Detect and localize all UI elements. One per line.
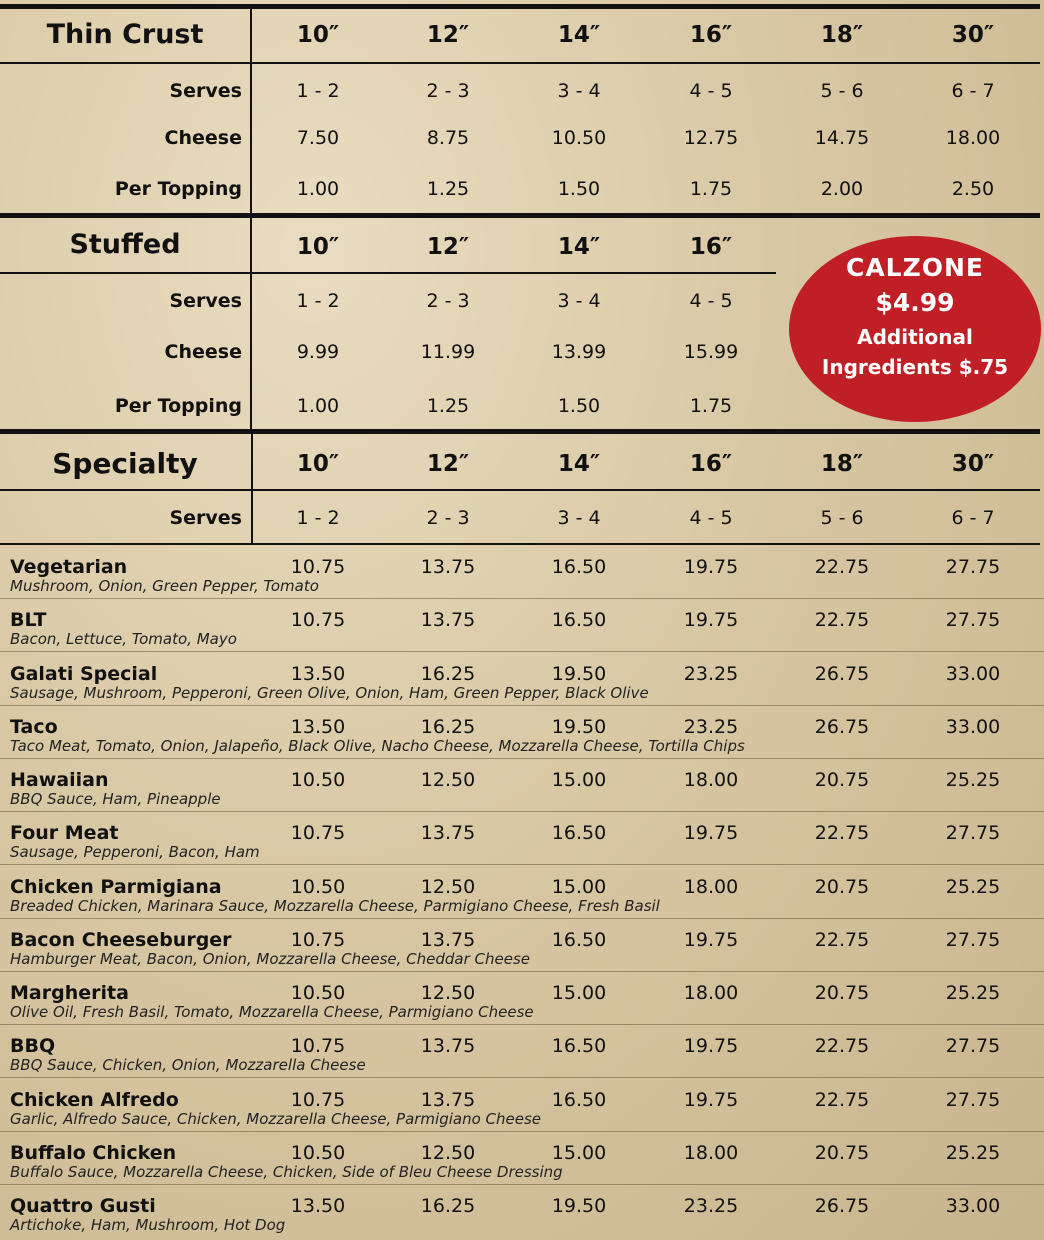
- row-divider: [0, 651, 1044, 652]
- divider: [0, 213, 1040, 218]
- divider: [0, 543, 1040, 545]
- calzone-note-line1: Additional: [857, 325, 973, 349]
- size-header: 14″: [557, 234, 601, 260]
- item-price: 13.75: [420, 1089, 476, 1111]
- item-price: 22.75: [814, 1089, 870, 1111]
- item-price: 10.75: [290, 822, 346, 844]
- divider: [250, 217, 252, 429]
- item-price: 20.75: [814, 1142, 870, 1164]
- item-price: 20.75: [814, 982, 870, 1004]
- row-divider: [0, 918, 1044, 919]
- cell: 6 - 7: [951, 80, 995, 102]
- per-topping-label: Per Topping: [114, 178, 242, 200]
- row-divider: [0, 811, 1044, 812]
- cell: 10.50: [551, 127, 607, 149]
- item-price: 16.50: [551, 1089, 607, 1111]
- cell: 4 - 5: [689, 507, 733, 529]
- cell: 5 - 6: [820, 80, 864, 102]
- calzone-note-line2: Ingredients $.75: [821, 355, 1009, 379]
- item-price: 10.50: [290, 982, 346, 1004]
- item-price: 10.50: [290, 1142, 346, 1164]
- item-price: 10.75: [290, 929, 346, 951]
- item-price: 18.00: [683, 1142, 739, 1164]
- item-price: 15.00: [551, 1142, 607, 1164]
- size-header: 16″: [689, 451, 733, 477]
- item-price: 23.25: [683, 716, 739, 738]
- item-price: 10.75: [290, 1089, 346, 1111]
- cell: 8.75: [426, 127, 470, 149]
- item-price: 16.50: [551, 609, 607, 631]
- item-price: 22.75: [814, 556, 870, 578]
- size-header: 16″: [689, 22, 733, 48]
- divider: [250, 8, 252, 213]
- row-divider: [0, 1077, 1044, 1078]
- cell: 5 - 6: [820, 507, 864, 529]
- cell: 2.50: [951, 178, 995, 200]
- item-price: 19.75: [683, 929, 739, 951]
- item-price: 23.25: [683, 1195, 739, 1217]
- item-price: 13.75: [420, 556, 476, 578]
- cell: 2.00: [820, 178, 864, 200]
- item-description: BBQ Sauce, Ham, Pineapple: [10, 790, 221, 808]
- item-description: Garlic, Alfredo Sauce, Chicken, Mozzarella Cheese, Parmigiano Cheese: [10, 1110, 542, 1128]
- item-price: 10.50: [290, 876, 346, 898]
- item-price: 18.00: [683, 876, 739, 898]
- item-price: 12.50: [420, 982, 476, 1004]
- item-price: 12.50: [420, 769, 476, 791]
- item-price: 10.75: [290, 556, 346, 578]
- cell: 3 - 4: [557, 80, 601, 102]
- size-header: 16″: [689, 234, 733, 260]
- item-price: 27.75: [945, 609, 1001, 631]
- cell: 14.75: [814, 127, 870, 149]
- item-name: Vegetarian: [10, 556, 128, 578]
- item-name: BLT: [10, 609, 47, 631]
- divider: [0, 489, 1040, 491]
- item-price: 16.25: [420, 1195, 476, 1217]
- item-name: Bacon Cheeseburger: [10, 929, 232, 951]
- item-price: 26.75: [814, 716, 870, 738]
- cell: 1.75: [689, 395, 733, 417]
- size-header: 12″: [426, 451, 470, 477]
- cell: 4 - 5: [689, 290, 733, 312]
- item-price: 13.75: [420, 1035, 476, 1057]
- cell: 2 - 3: [426, 507, 470, 529]
- stuffed-title: Stuffed: [69, 229, 181, 260]
- cell: 9.99: [296, 341, 340, 363]
- item-price: 13.75: [420, 822, 476, 844]
- row-divider: [0, 864, 1044, 865]
- cheese-label: Cheese: [164, 127, 242, 149]
- calzone-title: CALZONE: [845, 253, 984, 282]
- cell: 1.50: [557, 178, 601, 200]
- item-description: Breaded Chicken, Marinara Sauce, Mozzarella Cheese, Parmigiano Cheese, Fresh Basil: [10, 897, 660, 915]
- calzone-price: $4.99: [875, 288, 955, 317]
- item-price: 13.50: [290, 1195, 346, 1217]
- item-price: 16.25: [420, 663, 476, 685]
- cell: 1.00: [296, 178, 340, 200]
- specialty-title: Specialty: [52, 447, 198, 480]
- item-name: Hawaiian: [10, 769, 109, 791]
- item-price: 18.00: [683, 769, 739, 791]
- item-price: 25.25: [945, 982, 1001, 1004]
- divider: [0, 4, 1040, 9]
- item-name: BBQ: [10, 1035, 56, 1057]
- item-price: 19.75: [683, 609, 739, 631]
- item-price: 19.50: [551, 716, 607, 738]
- item-name: Chicken Parmigiana: [10, 876, 222, 898]
- item-price: 12.50: [420, 876, 476, 898]
- item-price: 27.75: [945, 822, 1001, 844]
- row-divider: [0, 705, 1044, 706]
- size-header: 14″: [557, 451, 601, 477]
- item-description: Mushroom, Onion, Green Pepper, Tomato: [10, 577, 319, 595]
- cell: 18.00: [945, 127, 1001, 149]
- item-price: 16.50: [551, 929, 607, 951]
- cell: 11.99: [420, 341, 476, 363]
- item-price: 15.00: [551, 876, 607, 898]
- item-price: 26.75: [814, 663, 870, 685]
- cell: 15.99: [683, 341, 739, 363]
- item-price: 33.00: [945, 663, 1001, 685]
- item-description: Taco Meat, Tomato, Onion, Jalapeño, Black Olive, Nacho Cheese, Mozzarella Cheese, Tortilla Chips: [10, 737, 745, 755]
- cell: 1.25: [426, 395, 470, 417]
- item-price: 13.75: [420, 929, 476, 951]
- item-price: 10.75: [290, 1035, 346, 1057]
- item-price: 19.75: [683, 822, 739, 844]
- divider: [0, 429, 1040, 434]
- item-description: Buffalo Sauce, Mozzarella Cheese, Chicken, Side of Bleu Cheese Dressing: [10, 1163, 563, 1181]
- item-price: 33.00: [945, 716, 1001, 738]
- item-price: 22.75: [814, 822, 870, 844]
- item-price: 27.75: [945, 556, 1001, 578]
- size-header: 10″: [296, 22, 340, 48]
- row-divider: [0, 758, 1044, 759]
- cell: 4 - 5: [689, 80, 733, 102]
- cell: 1 - 2: [296, 290, 340, 312]
- size-header: 10″: [296, 451, 340, 477]
- calzone-badge: [789, 236, 1041, 422]
- size-header: 18″: [820, 22, 864, 48]
- size-header: 12″: [426, 22, 470, 48]
- item-price: 19.75: [683, 1089, 739, 1111]
- item-price: 15.00: [551, 769, 607, 791]
- item-name: Margherita: [10, 982, 129, 1004]
- item-description: Bacon, Lettuce, Tomato, Mayo: [10, 630, 237, 648]
- item-price: 19.75: [683, 1035, 739, 1057]
- item-price: 16.50: [551, 1035, 607, 1057]
- row-divider: [0, 971, 1044, 972]
- cell: 2 - 3: [426, 80, 470, 102]
- size-header: 12″: [426, 234, 470, 260]
- cell: 2 - 3: [426, 290, 470, 312]
- item-price: 16.25: [420, 716, 476, 738]
- item-price: 12.50: [420, 1142, 476, 1164]
- item-name: Galati Special: [10, 663, 158, 685]
- cell: 12.75: [683, 127, 739, 149]
- item-price: 27.75: [945, 1089, 1001, 1111]
- item-price: 19.75: [683, 556, 739, 578]
- item-price: 20.75: [814, 769, 870, 791]
- item-price: 13.50: [290, 663, 346, 685]
- item-price: 15.00: [551, 982, 607, 1004]
- item-description: Hamburger Meat, Bacon, Onion, Mozzarella Cheese, Cheddar Cheese: [10, 950, 531, 968]
- item-name: Chicken Alfredo: [10, 1089, 179, 1111]
- cell: 7.50: [296, 127, 340, 149]
- item-description: Sausage, Pepperoni, Bacon, Ham: [10, 843, 260, 861]
- item-name: Four Meat: [10, 822, 119, 844]
- cell: 3 - 4: [557, 507, 601, 529]
- size-header: 18″: [820, 451, 864, 477]
- item-price: 23.25: [683, 663, 739, 685]
- item-price: 25.25: [945, 769, 1001, 791]
- row-divider: [0, 1024, 1044, 1025]
- item-price: 19.50: [551, 1195, 607, 1217]
- thin-crust-title: Thin Crust: [46, 19, 204, 50]
- item-price: 26.75: [814, 1195, 870, 1217]
- cell: 1.50: [557, 395, 601, 417]
- item-description: Artichoke, Ham, Mushroom, Hot Dog: [10, 1216, 286, 1234]
- size-header: 30″: [951, 451, 995, 477]
- item-name: Buffalo Chicken: [10, 1142, 177, 1164]
- item-price: 22.75: [814, 929, 870, 951]
- per-topping-label: Per Topping: [114, 395, 242, 417]
- cell: 3 - 4: [557, 290, 601, 312]
- item-price: 10.75: [290, 609, 346, 631]
- serves-label: Serves: [169, 80, 242, 102]
- cell: 6 - 7: [951, 507, 995, 529]
- item-price: 27.75: [945, 929, 1001, 951]
- item-description: BBQ Sauce, Chicken, Onion, Mozzarella Cheese: [10, 1056, 366, 1074]
- cell: 1.00: [296, 395, 340, 417]
- cheese-label: Cheese: [164, 341, 242, 363]
- item-description: Olive Oil, Fresh Basil, Tomato, Mozzarella Cheese, Parmigiano Cheese: [10, 1003, 534, 1021]
- cell: 1.75: [689, 178, 733, 200]
- item-name: Quattro Gusti: [10, 1195, 156, 1217]
- item-price: 10.50: [290, 769, 346, 791]
- cell: 1 - 2: [296, 507, 340, 529]
- row-divider: [0, 1131, 1044, 1132]
- item-price: 16.50: [551, 822, 607, 844]
- item-price: 13.75: [420, 609, 476, 631]
- item-price: 27.75: [945, 1035, 1001, 1057]
- item-price: 18.00: [683, 982, 739, 1004]
- item-price: 20.75: [814, 876, 870, 898]
- cell: 1.25: [426, 178, 470, 200]
- item-price: 19.50: [551, 663, 607, 685]
- divider: [0, 272, 776, 274]
- size-header: 30″: [951, 22, 995, 48]
- cell: 13.99: [551, 341, 607, 363]
- item-price: 22.75: [814, 609, 870, 631]
- item-price: 16.50: [551, 556, 607, 578]
- size-header: 10″: [296, 234, 340, 260]
- divider: [0, 62, 1040, 64]
- size-header: 14″: [557, 22, 601, 48]
- serves-label: Serves: [169, 507, 242, 529]
- item-price: 25.25: [945, 876, 1001, 898]
- serves-label: Serves: [169, 290, 242, 312]
- item-price: 13.50: [290, 716, 346, 738]
- item-price: 22.75: [814, 1035, 870, 1057]
- item-description: Sausage, Mushroom, Pepperoni, Green Olive, Onion, Ham, Green Pepper, Black Olive: [10, 684, 649, 702]
- item-price: 33.00: [945, 1195, 1001, 1217]
- item-name: Taco: [10, 716, 58, 738]
- row-divider: [0, 1184, 1044, 1185]
- item-price: 25.25: [945, 1142, 1001, 1164]
- cell: 1 - 2: [296, 80, 340, 102]
- row-divider: [0, 598, 1044, 599]
